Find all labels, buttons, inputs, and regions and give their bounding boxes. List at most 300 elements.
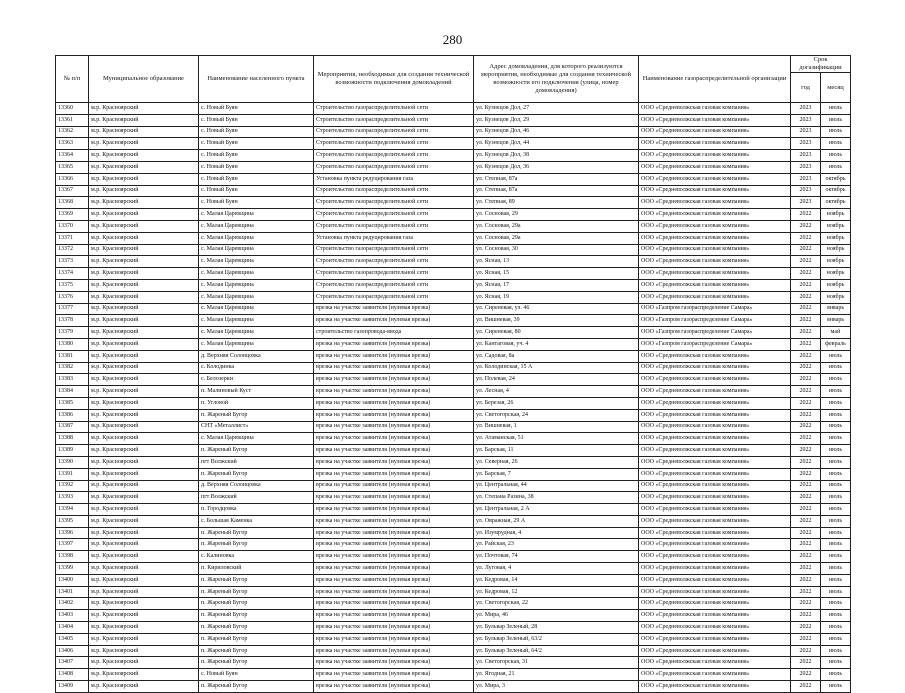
table-cell: 13391: [56, 468, 89, 480]
table-row: [56, 574, 851, 586]
table-cell: 2022: [791, 279, 821, 291]
table-cell: 13388: [56, 433, 89, 445]
table-cell: м.р. Красноярский: [89, 421, 199, 433]
table-cell: врезка на участке заявителя (нулевая врезка): [314, 433, 474, 445]
table-cell: октябрь: [821, 197, 851, 209]
table-cell: 2022: [791, 681, 821, 693]
table-cell: ООО «Средневолжская газовая компания»: [639, 645, 791, 657]
table-cell: м.р. Красноярский: [89, 244, 199, 256]
table-row: [56, 515, 851, 527]
table-cell: 13406: [56, 645, 89, 657]
table-cell: 2022: [791, 291, 821, 303]
table-cell: Строительство газораспределительной сети: [314, 126, 474, 138]
table-cell: 13407: [56, 657, 89, 669]
table-cell: 2023: [791, 138, 821, 150]
table-cell: ООО «Газпром газораспределение Самара»: [639, 303, 791, 315]
table-cell: июль: [821, 409, 851, 421]
table-cell: пгт Волжский: [199, 492, 314, 504]
table-cell: м.р. Красноярский: [89, 633, 199, 645]
table-cell: м.р. Красноярский: [89, 527, 199, 539]
table-cell: ул. Ясная, 13: [474, 256, 639, 268]
table-cell: ноябрь: [821, 279, 851, 291]
table-row: [56, 268, 851, 280]
table-cell: ул. Степная, 89: [474, 197, 639, 209]
table-cell: 13378: [56, 315, 89, 327]
table-cell: ноябрь: [821, 209, 851, 221]
table-cell: врезка на участке заявителя (нулевая врезка): [314, 657, 474, 669]
table-cell: 2023: [791, 103, 821, 115]
table-row: [56, 386, 851, 398]
table-row: [56, 504, 851, 516]
table-cell: ООО «Средневолжская газовая компания»: [639, 669, 791, 681]
table-cell: 2023: [791, 173, 821, 185]
table-cell: 13399: [56, 563, 89, 575]
table-cell: м.р. Красноярский: [89, 279, 199, 291]
table-cell: 13389: [56, 445, 89, 457]
table-row: [56, 197, 851, 209]
table-cell: ул. Луговая, 4: [474, 563, 639, 575]
table-cell: строительство газопровода-ввода: [314, 327, 474, 339]
table-cell: с. Калиновка: [199, 551, 314, 563]
table-row: [56, 244, 851, 256]
table-cell: ООО «Средневолжская газовая компания»: [639, 480, 791, 492]
table-cell: октябрь: [821, 173, 851, 185]
table-row: [56, 256, 851, 268]
table-cell: июль: [821, 622, 851, 634]
table-cell: врезка на участке заявителя (нулевая врезка): [314, 468, 474, 480]
table-cell: июль: [821, 515, 851, 527]
table-row: [56, 303, 851, 315]
table-cell: с. Большая Каменка: [199, 515, 314, 527]
table-cell: Строительство газораспределительной сети: [314, 244, 474, 256]
table-cell: 2022: [791, 468, 821, 480]
table-cell: Строительство газораспределительной сети: [314, 279, 474, 291]
table-cell: м.р. Красноярский: [89, 539, 199, 551]
table-cell: п. Угловой: [199, 397, 314, 409]
table-cell: ООО «Средневолжская газовая компания»: [639, 126, 791, 138]
table-cell: январь: [821, 315, 851, 327]
table-cell: июль: [821, 527, 851, 539]
table-cell: июль: [821, 492, 851, 504]
table-cell: врезка на участке заявителя (нулевая врезка): [314, 551, 474, 563]
table-row: [56, 610, 851, 622]
table-cell: июль: [821, 433, 851, 445]
table-cell: ООО «Средневолжская газовая компания»: [639, 103, 791, 115]
table-cell: ООО «Средневолжская газовая компания»: [639, 539, 791, 551]
table-cell: ул. Сиреневая, ул. 46: [474, 303, 639, 315]
table-cell: 13373: [56, 256, 89, 268]
table-cell: врезка на участке заявителя (нулевая врезка): [314, 303, 474, 315]
table-cell: ООО «Средневолжская газовая компания»: [639, 492, 791, 504]
table-cell: 2022: [791, 527, 821, 539]
table-cell: июль: [821, 551, 851, 563]
table-cell: п. Жареный Бугор: [199, 622, 314, 634]
table-cell: м.р. Красноярский: [89, 551, 199, 563]
table-cell: с. Малая Царевщина: [199, 268, 314, 280]
table-cell: врезка на участке заявителя (нулевая врезка): [314, 669, 474, 681]
table-cell: ул. Почтовая, 74: [474, 551, 639, 563]
table-cell: 2022: [791, 362, 821, 374]
table-row: [56, 492, 851, 504]
table-cell: врезка на участке заявителя (нулевая врезка): [314, 492, 474, 504]
table-cell: врезка на участке заявителя (нулевая врезка): [314, 445, 474, 457]
table-cell: 13385: [56, 397, 89, 409]
header-settlement: Наименование населенного пункта: [199, 56, 314, 103]
table-cell: Установка пункта редуцирования газа: [314, 173, 474, 185]
table-row: [56, 232, 851, 244]
header-municipality: Муниципальное образование: [89, 56, 199, 103]
table-cell: ООО «Средневолжская газовая компания»: [639, 114, 791, 126]
table-cell: с. Новый Буян: [199, 161, 314, 173]
table-cell: ноябрь: [821, 268, 851, 280]
table-cell: июль: [821, 103, 851, 115]
table-cell: врезка на участке заявителя (нулевая врезка): [314, 338, 474, 350]
table-row: [56, 563, 851, 575]
table-cell: 13404: [56, 622, 89, 634]
table-cell: июль: [821, 456, 851, 468]
table-cell: ООО «Средневолжская газовая компания»: [639, 527, 791, 539]
table-cell: Строительство газораспределительной сети: [314, 138, 474, 150]
table-cell: 2022: [791, 445, 821, 457]
table-cell: ул. Мира, 3: [474, 681, 639, 693]
table-cell: 2023: [791, 185, 821, 197]
table-row: [56, 103, 851, 115]
table-cell: 2022: [791, 622, 821, 634]
header-year: год: [791, 73, 821, 103]
table-cell: с. Белозерки: [199, 374, 314, 386]
table-cell: м.р. Красноярский: [89, 610, 199, 622]
table-cell: 2022: [791, 232, 821, 244]
table-cell: июль: [821, 563, 851, 575]
table-cell: 13374: [56, 268, 89, 280]
table-cell: ул. Кузнецов Дол, 46: [474, 126, 639, 138]
table-row: [56, 598, 851, 610]
table-cell: 13380: [56, 338, 89, 350]
header-num: № п/п: [56, 56, 89, 103]
table-cell: ноябрь: [821, 256, 851, 268]
table-cell: ул. Мира, 46: [474, 610, 639, 622]
table-row: [56, 409, 851, 421]
table-cell: ул. Сосновая, 29а: [474, 232, 639, 244]
table-cell: январь: [821, 303, 851, 315]
table-cell: п. Жареный Бугор: [199, 610, 314, 622]
table-cell: ООО «Газпром газораспределение Самара»: [639, 315, 791, 327]
table-cell: м.р. Красноярский: [89, 669, 199, 681]
table-cell: июль: [821, 150, 851, 162]
table-cell: июль: [821, 362, 851, 374]
table-cell: м.р. Красноярский: [89, 327, 199, 339]
table-cell: 2022: [791, 220, 821, 232]
table-cell: ул. Кедровая, 12: [474, 586, 639, 598]
table-cell: ООО «Средневолжская газовая компания»: [639, 350, 791, 362]
table-cell: Строительство газораспределительной сети: [314, 114, 474, 126]
table-cell: июль: [821, 445, 851, 457]
table-cell: ООО «Средневолжская газовая компания»: [639, 161, 791, 173]
table-cell: м.р. Красноярский: [89, 622, 199, 634]
table-cell: врезка на участке заявителя (нулевая врезка): [314, 515, 474, 527]
table-cell: ООО «Средневолжская газовая компания»: [639, 515, 791, 527]
table-cell: ул. Бульвар Зеленый, 28: [474, 622, 639, 634]
table-cell: 2022: [791, 610, 821, 622]
table-cell: 13368: [56, 197, 89, 209]
table-cell: м.р. Красноярский: [89, 362, 199, 374]
table-cell: ООО «Средневолжская газовая компания»: [639, 574, 791, 586]
table-cell: м.р. Красноярский: [89, 645, 199, 657]
table-cell: м.р. Красноярский: [89, 315, 199, 327]
table-cell: м.р. Красноярский: [89, 480, 199, 492]
table-cell: м.р. Красноярский: [89, 256, 199, 268]
table-cell: врезка на участке заявителя (нулевая врезка): [314, 315, 474, 327]
table-cell: 2022: [791, 327, 821, 339]
table-cell: м.р. Красноярский: [89, 456, 199, 468]
table-cell: 13400: [56, 574, 89, 586]
table-cell: Строительство газораспределительной сети: [314, 185, 474, 197]
table-cell: 13401: [56, 586, 89, 598]
table-cell: врезка на участке заявителя (нулевая врезка): [314, 598, 474, 610]
table-cell: 2023: [791, 126, 821, 138]
table-cell: врезка на участке заявителя (нулевая врезка): [314, 397, 474, 409]
table-cell: ООО «Средневолжская газовая компания»: [639, 633, 791, 645]
table-cell: ООО «Средневолжская газовая компания»: [639, 173, 791, 185]
table-cell: 2022: [791, 563, 821, 575]
table-row: [56, 291, 851, 303]
table-cell: ООО «Средневолжская газовая компания»: [639, 279, 791, 291]
table-cell: с. Новый Буян: [199, 150, 314, 162]
table-cell: ул. Бульвар Зеленый, 64/2: [474, 645, 639, 657]
table-cell: 2022: [791, 409, 821, 421]
table-cell: 2022: [791, 244, 821, 256]
table-cell: врезка на участке заявителя (нулевая врезка): [314, 480, 474, 492]
table-cell: м.р. Красноярский: [89, 150, 199, 162]
table-cell: п. Жареный Бугор: [199, 409, 314, 421]
table-cell: ул. Сосновая, 30: [474, 244, 639, 256]
table-cell: м.р. Красноярский: [89, 350, 199, 362]
table-cell: 2022: [791, 492, 821, 504]
table-cell: ул. Светогорская, 31: [474, 657, 639, 669]
table-cell: п. Жареный Бугор: [199, 657, 314, 669]
table-cell: ООО «Средневолжская газовая компания»: [639, 268, 791, 280]
table-cell: п. Малиновый Куст: [199, 386, 314, 398]
table-cell: ООО «Средневолжская газовая компания»: [639, 232, 791, 244]
table-cell: м.р. Красноярский: [89, 291, 199, 303]
table-cell: ООО «Средневолжская газовая компания»: [639, 433, 791, 445]
table-cell: ул. Светогорская, 24: [474, 409, 639, 421]
table-cell: 13402: [56, 598, 89, 610]
table-cell: ул. Райская, 23: [474, 539, 639, 551]
table-cell: м.р. Красноярский: [89, 197, 199, 209]
table-cell: м.р. Красноярский: [89, 563, 199, 575]
table-cell: июль: [821, 669, 851, 681]
table-cell: п. Жареный Бугор: [199, 645, 314, 657]
table-cell: 2022: [791, 374, 821, 386]
table-cell: с. Новый Буян: [199, 185, 314, 197]
table-cell: 2022: [791, 669, 821, 681]
table-cell: июль: [821, 539, 851, 551]
table-cell: июль: [821, 598, 851, 610]
page-number: 280: [442, 32, 463, 47]
table-cell: ООО «Средневолжская газовая компания»: [639, 409, 791, 421]
table-row: [56, 138, 851, 150]
table-cell: 2022: [791, 268, 821, 280]
table-cell: ноябрь: [821, 244, 851, 256]
table-cell: ноябрь: [821, 232, 851, 244]
table-cell: ООО «Средневолжская газовая компания»: [639, 197, 791, 209]
table-row: [56, 480, 851, 492]
table-cell: ООО «Средневолжская газовая компания»: [639, 681, 791, 693]
table-cell: ул. Кантаговая, уч. 4: [474, 338, 639, 350]
table-cell: с. Малая Царевщина: [199, 338, 314, 350]
table-row: [56, 315, 851, 327]
table-cell: июль: [821, 114, 851, 126]
table-cell: с. Новый Буян: [199, 173, 314, 185]
table-cell: ул. Центральная, 2 А: [474, 504, 639, 516]
table-cell: м.р. Красноярский: [89, 504, 199, 516]
table-cell: м.р. Красноярский: [89, 681, 199, 693]
table-cell: 2022: [791, 657, 821, 669]
table-row: [56, 374, 851, 386]
table-cell: м.р. Красноярский: [89, 397, 199, 409]
table-cell: 13365: [56, 161, 89, 173]
table-cell: 13405: [56, 633, 89, 645]
table-cell: м.р. Красноярский: [89, 574, 199, 586]
table-cell: м.р. Красноярский: [89, 374, 199, 386]
table-cell: ул. Сосновая, 29а: [474, 220, 639, 232]
table-cell: 13371: [56, 232, 89, 244]
table-cell: 13364: [56, 150, 89, 162]
table-row: [56, 362, 851, 374]
table-cell: ООО «Средневолжская газовая компания»: [639, 138, 791, 150]
table-cell: м.р. Красноярский: [89, 433, 199, 445]
table-row: [56, 645, 851, 657]
table-cell: июль: [821, 138, 851, 150]
table-cell: врезка на участке заявителя (нулевая врезка): [314, 386, 474, 398]
table-cell: ул. Кузнецов Дол, 29: [474, 114, 639, 126]
table-cell: 2022: [791, 350, 821, 362]
table-cell: с. Малая Царевщина: [199, 303, 314, 315]
table-cell: врезка на участке заявителя (нулевая врезка): [314, 421, 474, 433]
table-cell: 2022: [791, 456, 821, 468]
table-cell: июль: [821, 397, 851, 409]
table-cell: с. Новый Буян: [199, 669, 314, 681]
table-cell: ООО «Средневолжская газовая компания»: [639, 551, 791, 563]
table-cell: ООО «Газпром газораспределение Самара»: [639, 338, 791, 350]
table-cell: м.р. Красноярский: [89, 409, 199, 421]
table-cell: СНТ «Металлист»: [199, 421, 314, 433]
table-cell: м.р. Красноярский: [89, 185, 199, 197]
table-cell: м.р. Красноярский: [89, 126, 199, 138]
gasification-table: [55, 55, 851, 693]
table-cell: 2022: [791, 433, 821, 445]
table-cell: ноябрь: [821, 220, 851, 232]
table-row: [56, 338, 851, 350]
table-cell: 13362: [56, 126, 89, 138]
header-gas-org: Наименование газораспределительной организации: [639, 56, 791, 103]
table-cell: ООО «Средневолжская газовая компания»: [639, 610, 791, 622]
table-cell: 2022: [791, 397, 821, 409]
table-cell: ул. Светогорская, 22: [474, 598, 639, 610]
table-cell: июль: [821, 633, 851, 645]
table-cell: п. Жареный Бугор: [199, 539, 314, 551]
table-body: [56, 103, 851, 693]
table-cell: 13393: [56, 492, 89, 504]
table-cell: ООО «Средневолжская газовая компания»: [639, 386, 791, 398]
table-cell: Установка пункта редуцирования газа: [314, 232, 474, 244]
table-cell: 13363: [56, 138, 89, 150]
table-cell: 13394: [56, 504, 89, 516]
table-cell: ул. Кедровая, 14: [474, 574, 639, 586]
table-cell: м.р. Красноярский: [89, 515, 199, 527]
table-cell: июль: [821, 468, 851, 480]
table-cell: врезка на участке заявителя (нулевая врезка): [314, 350, 474, 362]
table-row: [56, 669, 851, 681]
table-cell: ООО «Средневолжская газовая компания»: [639, 468, 791, 480]
table-cell: 2022: [791, 480, 821, 492]
table-cell: ул. Овражная, 29 А: [474, 515, 639, 527]
table-cell: пгт Волжский: [199, 456, 314, 468]
table-cell: июль: [821, 350, 851, 362]
table-cell: 13384: [56, 386, 89, 398]
table-cell: февраль: [821, 338, 851, 350]
table-cell: 13375: [56, 279, 89, 291]
table-cell: ООО «Средневолжская газовая компания»: [639, 586, 791, 598]
table-cell: м.р. Красноярский: [89, 268, 199, 280]
table-row: [56, 633, 851, 645]
table-cell: п. Жареный Бугор: [199, 574, 314, 586]
table-row: [56, 551, 851, 563]
table-cell: ООО «Средневолжская газовая компания»: [639, 220, 791, 232]
table-row: [56, 445, 851, 457]
table-cell: 13408: [56, 669, 89, 681]
table-cell: врезка на участке заявителя (нулевая врезка): [314, 681, 474, 693]
table-cell: ООО «Средневолжская газовая компания»: [639, 657, 791, 669]
table-cell: июль: [821, 610, 851, 622]
table-cell: 13361: [56, 114, 89, 126]
table-cell: Строительство газораспределительной сети: [314, 103, 474, 115]
table-cell: д. Верхняя Солонцовка: [199, 350, 314, 362]
table-cell: 13390: [56, 456, 89, 468]
table-cell: июль: [821, 586, 851, 598]
table-row: [56, 456, 851, 468]
table-cell: Строительство газораспределительной сети: [314, 291, 474, 303]
table-cell: врезка на участке заявителя (нулевая врезка): [314, 586, 474, 598]
table-row: [56, 126, 851, 138]
table-cell: ООО «Средневолжская газовая компания»: [639, 256, 791, 268]
table-cell: 13383: [56, 374, 89, 386]
table-cell: октябрь: [821, 185, 851, 197]
table-cell: ООО «Средневолжская газовая компания»: [639, 456, 791, 468]
table-cell: с. Новый Буян: [199, 103, 314, 115]
table-cell: 2022: [791, 386, 821, 398]
table-cell: 2022: [791, 586, 821, 598]
table-cell: Строительство газораспределительной сети: [314, 268, 474, 280]
table-cell: с. Новый Буян: [199, 126, 314, 138]
table-cell: 2022: [791, 515, 821, 527]
table-cell: 2022: [791, 539, 821, 551]
table-cell: 13397: [56, 539, 89, 551]
table-cell: м.р. Красноярский: [89, 161, 199, 173]
table-cell: врезка на участке заявителя (нулевая врезка): [314, 563, 474, 575]
table-cell: п. Жареный Бугор: [199, 633, 314, 645]
table-cell: ООО «Средневолжская газовая компания»: [639, 504, 791, 516]
table-cell: июль: [821, 386, 851, 398]
table-cell: 2023: [791, 161, 821, 173]
table-row: [56, 173, 851, 185]
table-cell: 2022: [791, 598, 821, 610]
table-cell: с. Колодинка: [199, 362, 314, 374]
table-cell: с. Малая Царевщина: [199, 256, 314, 268]
table-row: [56, 657, 851, 669]
table-cell: м.р. Красноярский: [89, 468, 199, 480]
